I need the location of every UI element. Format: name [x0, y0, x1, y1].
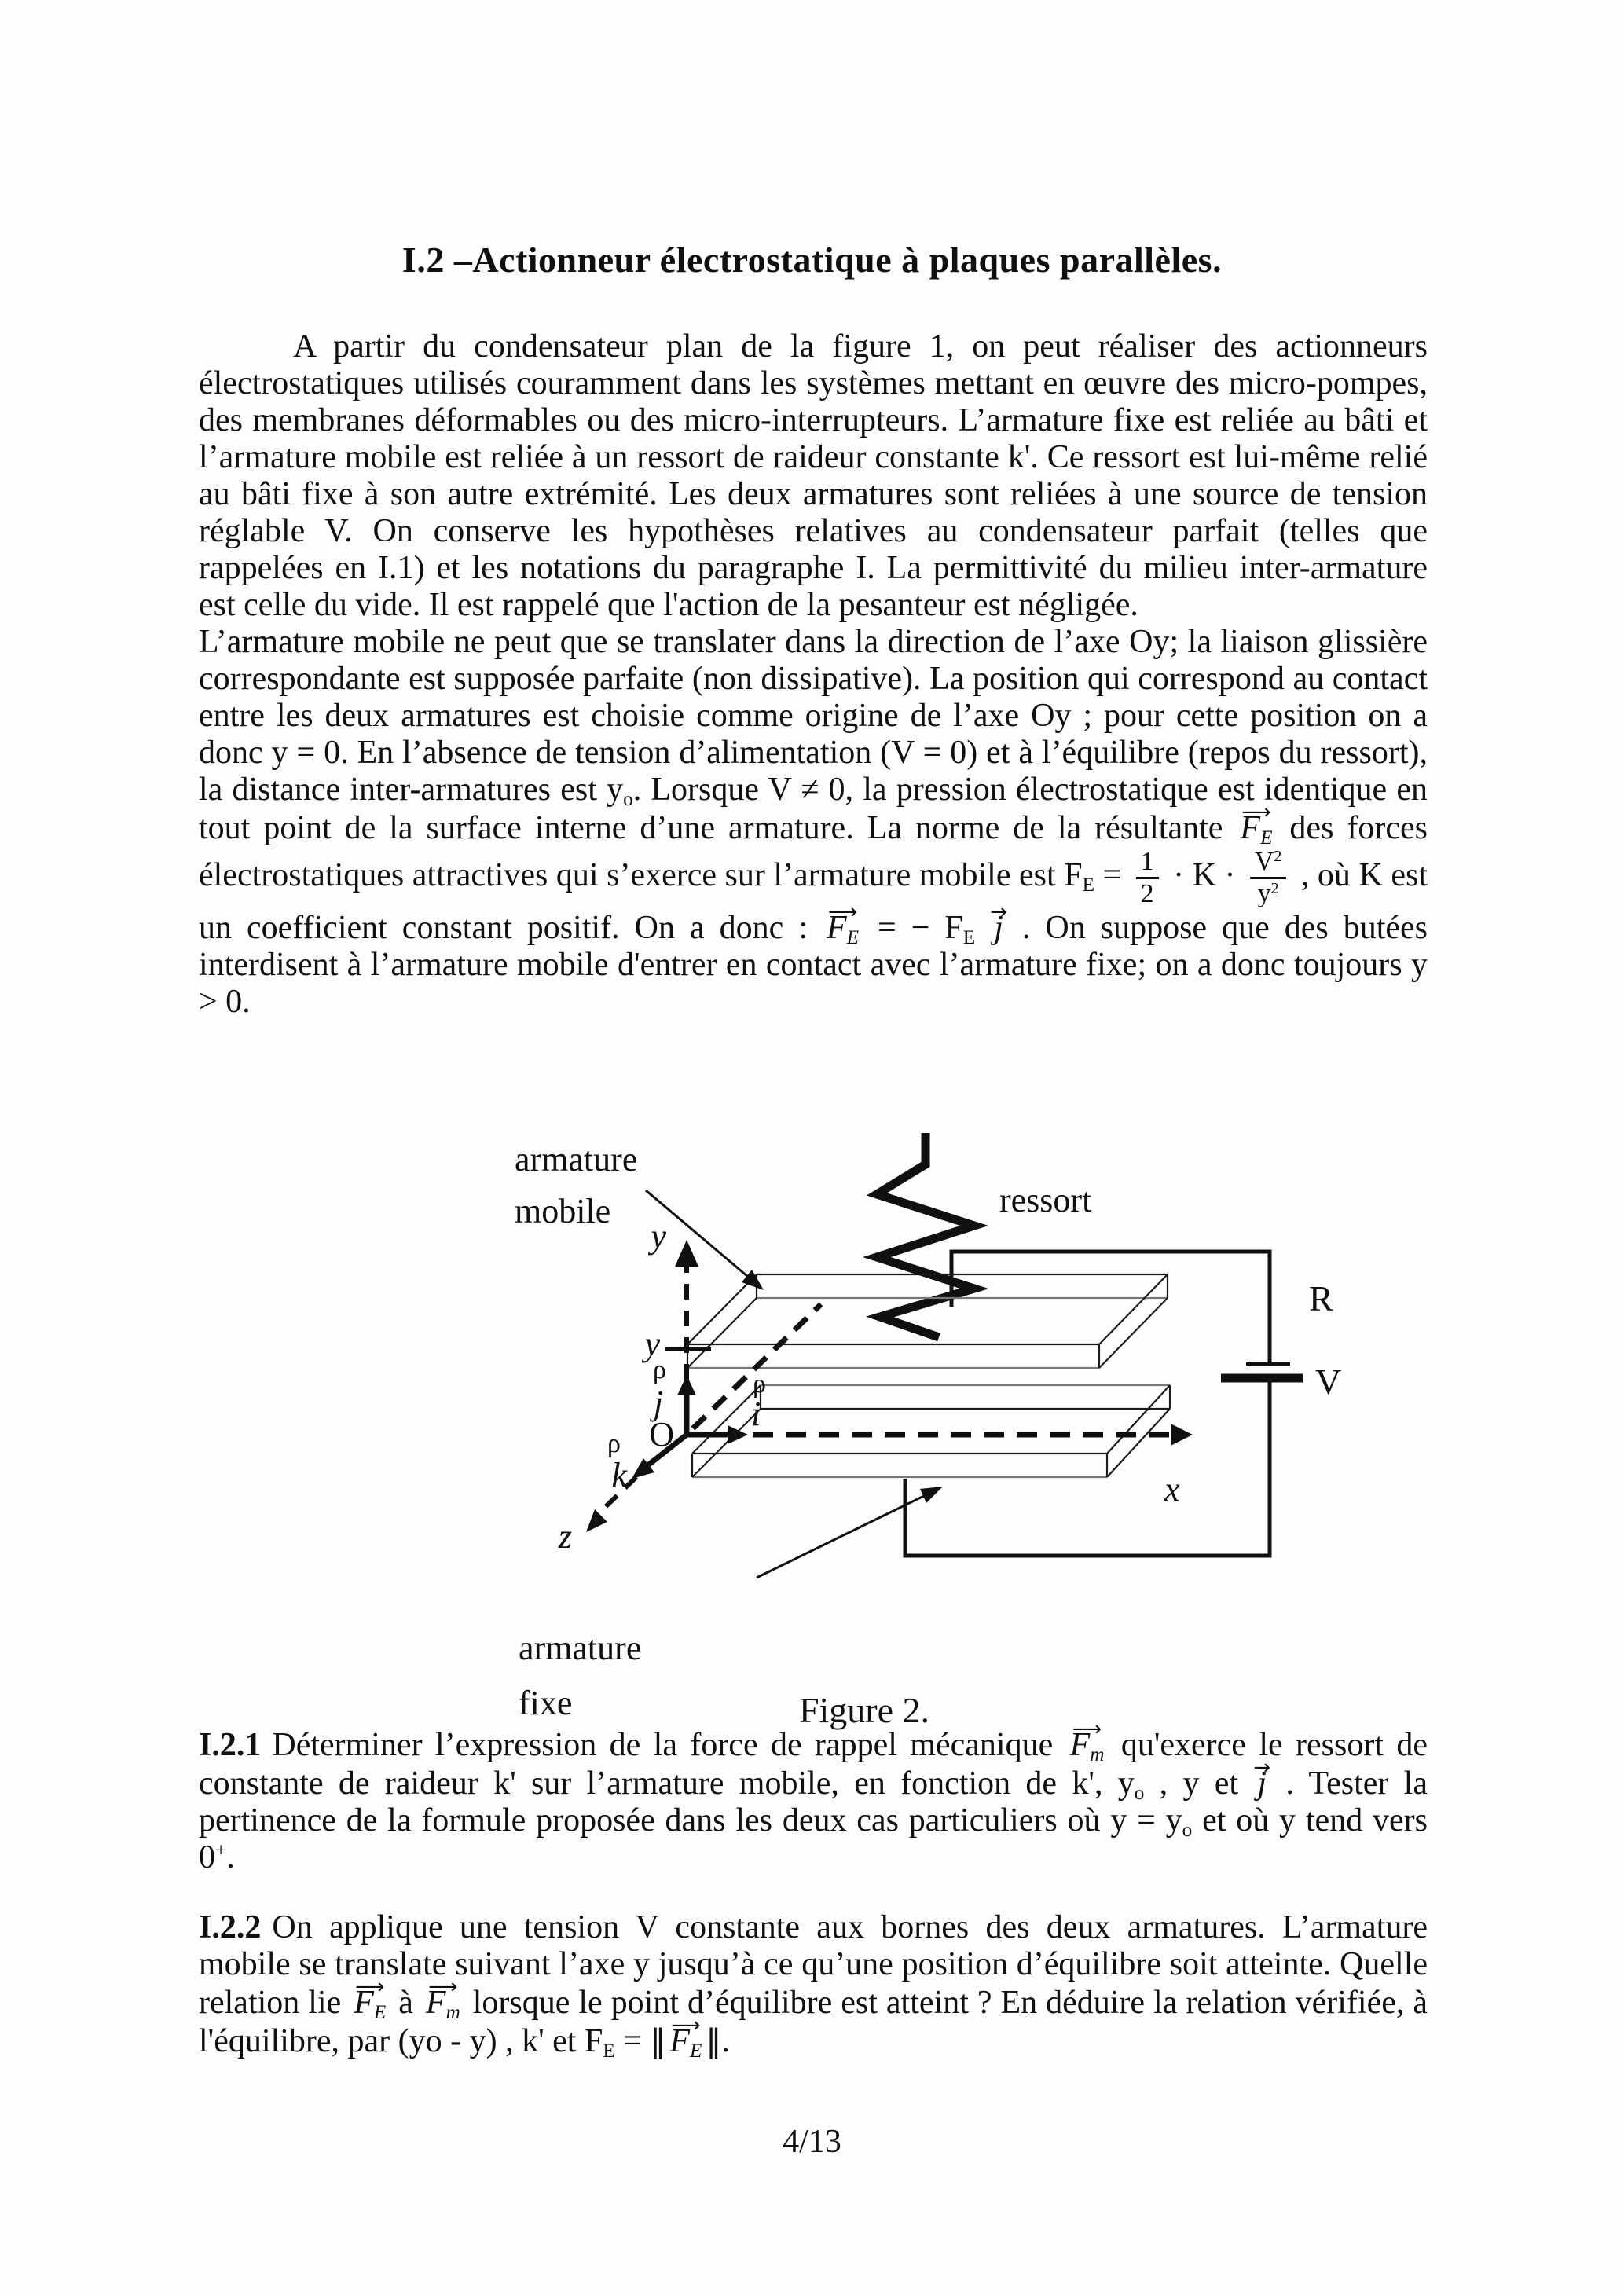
paragraph-intro: A partir du condensateur plan de la figure 1, on peut réaliser des actionneurs électrostatiques utilisés couramment dans les systèmes mettant en œuvre des micro-pompes, des membranes déformables ou des micro-interrupteurs. L’armature fixe est reliée au bâti et l’armature mobile est reliée à un ressort de raideur constante k'. Ce ressort est lui-même relié au bâti fixe à son autre extrémité. Les deux armatures sont reliées à une source de tension réglable V. On conserve les hypothèses relatives au condensateur parfait (telles que rappelées en I.1) et les notations du paragraphe I. La permittivité du milieu inter-armature est celle du vide. Il est rappelé que l'action de la pesanteur est négligée. [199, 328, 1428, 623]
question-1-2-1-text: Déterminer l’expression de la force de rappel mécanique ⟶ $F_m$ qu'exerce le ressort de constante de raideur k' sur l’armature mobile, en fonction de k', $y_o$ , y et → j . Tester la pertinence de la formule proposée dans les deux cas particuliers où $y = y_o$ et où y tend vers 0+. [199, 1727, 1428, 1875]
question-1-2-1 [199, 1725, 1428, 1876]
intro-text [199, 328, 1428, 1021]
armature-fixe-pointer [757, 1494, 929, 1578]
i-vector-label: i [751, 1395, 761, 1433]
spring [877, 1133, 974, 1337]
question-1-2-2-label: I.2.2 [199, 1909, 262, 1945]
i-vector-arrowhead [728, 1425, 748, 1444]
circuit-wire-top [951, 1252, 1270, 1363]
paragraph-description: L’armature mobile ne peut que se translater dans la direction de l’axe Oy; la liaison glissière correspondante est supposée parfaite (non dissipative). La position qui correspond au contact entre les deux armatures est choisie comme origine de l’axe Oy ; pour cette position on a donc y = 0. En l’absence de tension d’alimentation (V = 0) et à l’équilibre (repos du ressort), la distance inter-armatures est $y_o$. Lorsque V ≠ 0, la pression électrostatique est identique en tout point de la surface interne d’une armature. La norme de la résultante ⟶ $F_E$ des forces électrostatiques attractives qui s’exerce sur l’armature mobile est $F_E$ = $\frac{1}{2}$ · K · $\frac{V^2}{y^2}$ , où K est un coefficient constant positif. On a donc : ⟶ $F_E$ = − $F_E \to j$ . On suppose que des butées interdisent à l’armature mobile d'entrer en contact avec l’armature fixe; on a donc toujours y > 0. [199, 624, 1428, 1021]
ressort-label: ressort [999, 1181, 1092, 1219]
k-vector-label: k [611, 1456, 627, 1494]
j-vector-arrowhead [677, 1375, 696, 1395]
armature-fixe-label-line1: armature [519, 1629, 642, 1667]
figure-2-diagram [440, 1116, 1461, 1744]
armature-mobile-label-line1: armature [515, 1140, 638, 1179]
y-axis-label: y [651, 1217, 666, 1256]
armature-fixe-pointer-head [920, 1487, 943, 1503]
figure-2 [440, 1116, 1461, 1744]
i-vector-hat: ρ [753, 1369, 766, 1399]
k-vector-hat: ρ [607, 1429, 621, 1458]
page-title: I.2 –Actionneur électrostatique à plaques parallèles. [401, 240, 1223, 280]
resistor-label: R [1309, 1278, 1333, 1318]
question-1-2-2 [199, 1909, 1428, 2060]
x-axis-label: x [1164, 1470, 1180, 1509]
y-axis-arrowhead [675, 1240, 698, 1267]
question-1-2-2-text: On applique une tension V constante aux bornes des deux armatures. L’armature mobile se translate suivant l’axe y jusqu’à ce qu’une position d’équilibre soit atteinte. Quelle relation lie ⟶ $F_E$ à ⟶ $F_m$ lorsque le point d’équilibre est atteint ? En déduire la relation vérifiée, à l'équilibre, par (yo - y) , k' et $F_E$ = ‖ ⟶ $F_E$ ‖. [199, 1909, 1428, 2059]
voltage-label: V [1315, 1362, 1342, 1402]
armature-fixe-label-line2: fixe [519, 1684, 573, 1722]
circuit-wire-bottom [905, 1378, 1270, 1556]
fixed-plate [692, 1385, 1170, 1477]
z-axis-arrowhead [586, 1509, 607, 1532]
x-axis-arrowhead [1171, 1424, 1193, 1446]
questions-section [199, 1725, 1428, 2093]
j-vector-hat: ρ [653, 1355, 666, 1384]
y-distance-label: y [644, 1325, 660, 1363]
page-number: 4/13 [783, 2124, 841, 2160]
origin-label: O [649, 1415, 674, 1454]
question-1-2-1-label: I.2.1 [199, 1727, 262, 1763]
z-axis-label: z [558, 1517, 572, 1556]
j-vector-label: j [653, 1384, 663, 1422]
armature-mobile-label-line2: mobile [515, 1192, 611, 1230]
figure-caption: Figure 2. [798, 1690, 930, 1730]
